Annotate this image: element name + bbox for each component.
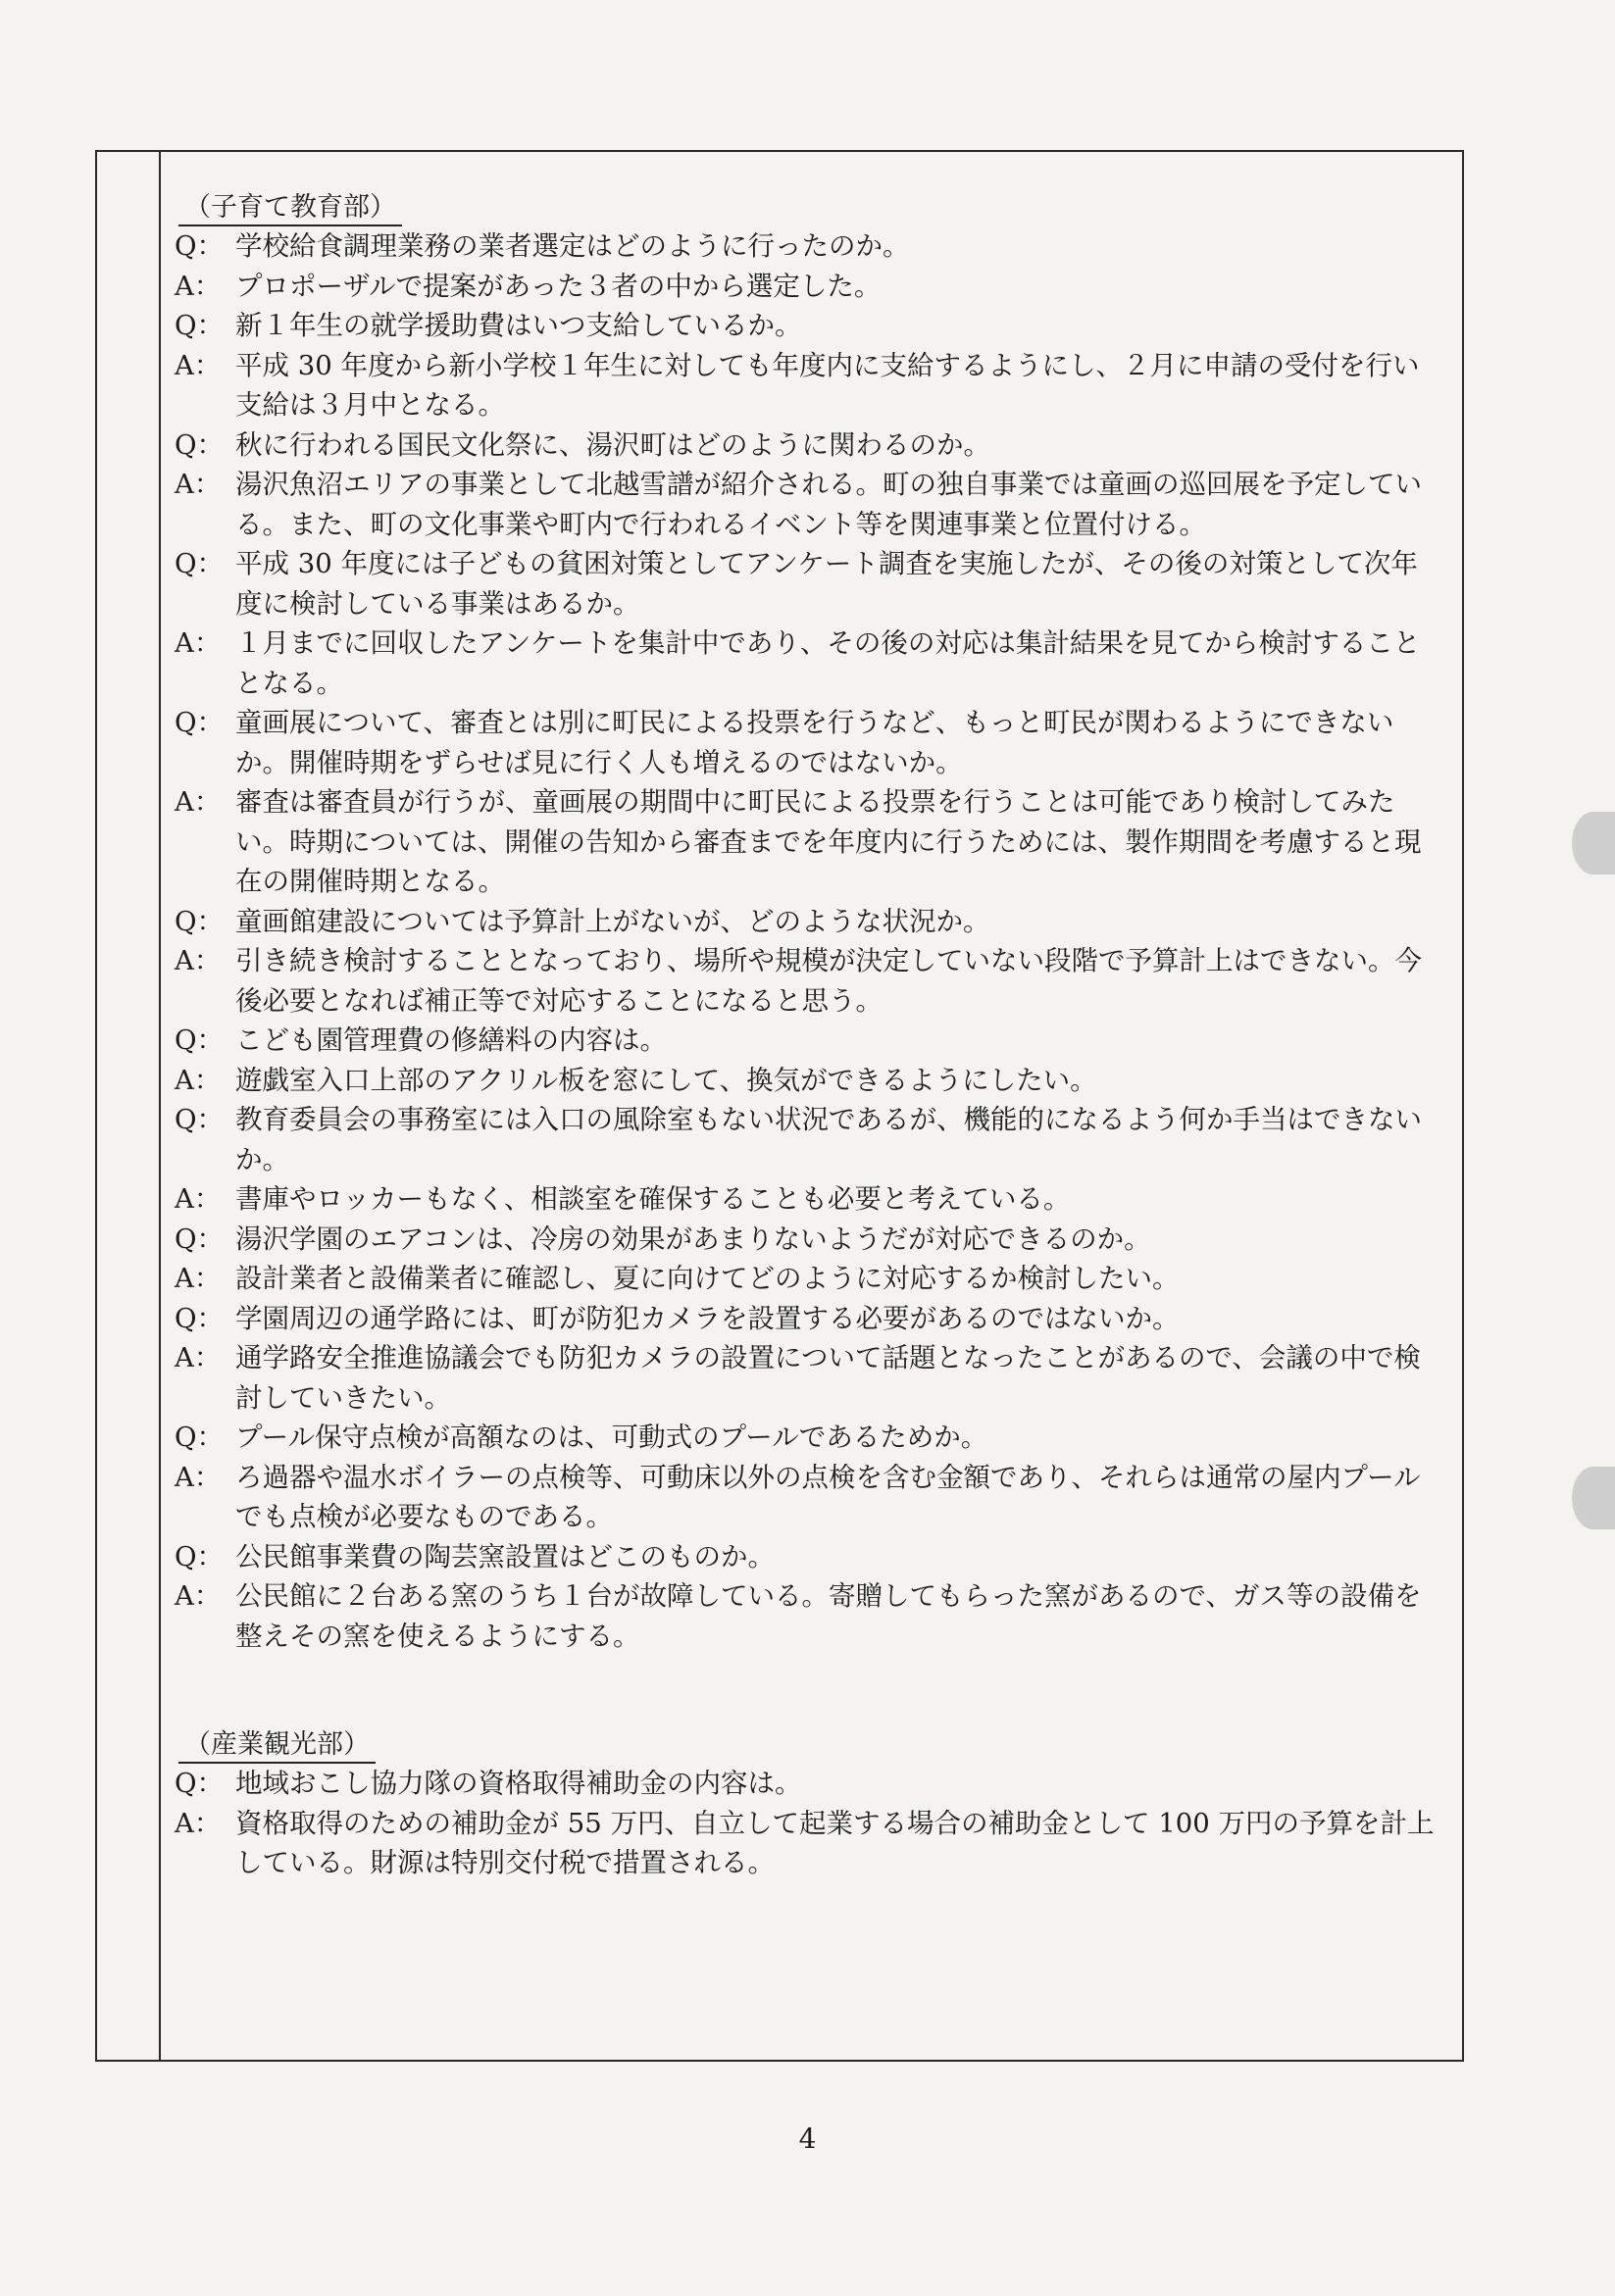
qa-label: A： [175, 349, 222, 381]
qa-label: Q： [175, 548, 225, 579]
qa-item [175, 703, 1439, 782]
qa-label: A： [175, 270, 222, 302]
qa-label: A： [175, 1342, 222, 1373]
qa-text: 湯沢魚沼エリアの事業として北越雪譜が紹介される。町の独自事業では童画の巡回展を予定している。また、町の文化事業や町内で行われるイベント等を関連事業と位置付ける。 [235, 469, 1422, 540]
qa-text: プロポーザルで提案があった３者の中から選定した。 [235, 270, 882, 302]
section-title: （子育て教育部） [178, 193, 402, 226]
qa-text: 教育委員会の事務室には入口の風除室もない状況であるが、機能的になるよう何か手当はできないか。 [235, 1104, 1422, 1175]
qa-label: A： [175, 1807, 222, 1839]
qa-text: 通学路安全推進協議会でも防犯カメラの設置について話題となったことがあるので、会議の中で検討していきたい。 [235, 1342, 1421, 1414]
qa-label: A： [175, 469, 222, 500]
qa-item [175, 1418, 1439, 1458]
qa-item [175, 425, 1439, 466]
qa-text: 引き続き検討することとなっており、場所や規模が決定していない段階で予算計上はできない。今後必要となれば補正等で対応することになると思う。 [235, 945, 1422, 1017]
qa-label: A： [175, 1580, 222, 1612]
qa-text: 設計業者と設備業者に確認し、夏に向けてどのように対応するか検討したい。 [235, 1263, 1180, 1294]
qa-item [175, 346, 1439, 425]
qa-text: 公民館事業費の陶芸窯設置はどこのものか。 [235, 1540, 775, 1572]
qa-label: A： [175, 1064, 222, 1096]
qa-item [175, 267, 1439, 307]
page-number: 4 [798, 2122, 817, 2155]
qa-text: 審査は審査員が行うが、童画展の期間中に町民による投票を行うことは可能であり検討してみたい。時期については、開催の告知から審査までを年度内に行うためには、製作期間を考慮すると現在の開催時期となる。 [235, 786, 1422, 897]
section-sangyo [175, 1730, 1439, 1883]
qa-text: 公民館に２台ある窯のうち１台が故障している。寄贈してもらった窯があるので、ガス等の設備を整えその窯を使えるようにする。 [235, 1580, 1422, 1652]
qa-label: Q： [175, 1223, 225, 1255]
section-gap [175, 1656, 1439, 1730]
qa-item [175, 902, 1439, 942]
punch-hole [1572, 812, 1615, 874]
qa-item [175, 1537, 1439, 1577]
qa-item [175, 782, 1439, 902]
qa-item [175, 1804, 1439, 1883]
section-kosodate [175, 193, 1439, 1656]
qa-label: A： [175, 627, 222, 659]
qa-text: ろ過器や温水ボイラーの点検等、可動床以外の点検を含む金額であり、それらは通常の屋内プールでも点検が必要なものである。 [235, 1461, 1421, 1532]
qa-item [175, 465, 1439, 544]
qa-text: 新１年生の就学援助費はいつ支給しているか。 [235, 310, 802, 341]
qa-label: Q： [175, 1302, 225, 1334]
qa-item [175, 1179, 1439, 1220]
qa-item [175, 624, 1439, 703]
qa-label: Q： [175, 1768, 225, 1799]
qa-label: A： [175, 786, 222, 818]
margin-line [159, 152, 161, 2060]
document-content [175, 193, 1439, 1883]
qa-text: 書庫やロッカーもなく、相談室を確保することも必要と考えている。 [235, 1183, 1071, 1215]
qa-label: Q： [175, 707, 225, 738]
qa-label: A： [175, 1263, 222, 1294]
qa-item [175, 941, 1439, 1021]
qa-text: 秋に行われる国民文化祭に、湯沢町はどのように関わるのか。 [235, 428, 990, 461]
qa-item [175, 306, 1439, 346]
qa-item [175, 1338, 1439, 1418]
qa-item [175, 1576, 1439, 1656]
qa-item [175, 1458, 1439, 1537]
qa-label: Q： [175, 1104, 225, 1135]
qa-item [175, 1259, 1439, 1299]
qa-label: Q： [175, 1024, 225, 1056]
qa-text: 童画展について、審査とは別に町民による投票を行うなど、もっと町民が関わるようにできないか。開催時期をずらせば見に行く人も増えるのではないか。 [235, 707, 1394, 778]
qa-item [175, 1764, 1439, 1804]
qa-text: 学園周辺の通学路には、町が防犯カメラを設置する必要があるのではないか。 [235, 1302, 1180, 1334]
qa-text: 学校給食調理業務の業者選定はどのように行ったのか。 [235, 230, 910, 262]
qa-text: 地域おこし協力隊の資格取得補助金の内容は。 [235, 1768, 802, 1799]
qa-item [175, 1220, 1439, 1260]
qa-item [175, 226, 1439, 267]
qa-text: こども園管理費の修繕料の内容は。 [235, 1024, 667, 1056]
qa-label: A： [175, 1461, 222, 1493]
qa-text: 湯沢学園のエアコンは、冷房の効果があまりないようだが対応できるのか。 [235, 1223, 1151, 1255]
qa-label: A： [175, 945, 222, 976]
qa-text: プール保守点検が高額なのは、可動式のプールであるためか。 [235, 1422, 988, 1453]
punch-hole [1572, 1467, 1615, 1529]
document-frame [95, 150, 1464, 2062]
qa-item [175, 1021, 1439, 1061]
qa-text: 遊戯室入口上部のアクリル板を窓にして、換気ができるようにしたい。 [235, 1064, 1097, 1096]
qa-item [175, 544, 1439, 624]
qa-text: 資格取得のための補助金が 55 万円、自立して起業する場合の補助金として 100 万円の予算を計上している。財源は特別交付税で措置される。 [235, 1807, 1435, 1878]
qa-text: 平成 30 年度から新小学校１年生に対しても年度内に支給するようにし、２月に申請の受付を行い支給は３月中となる。 [235, 349, 1420, 421]
qa-label: Q： [175, 905, 225, 937]
qa-item [175, 1100, 1439, 1179]
qa-label: Q： [175, 1540, 225, 1572]
qa-label: Q： [175, 230, 225, 262]
qa-item [175, 1061, 1439, 1101]
qa-label: A： [175, 1183, 222, 1215]
qa-item [175, 1299, 1439, 1339]
qa-label: Q： [175, 310, 225, 341]
qa-text: 平成 30 年度には子どもの貧困対策としてアンケート調査を実施したが、その後の対策として次年度に検討している事業はあるか。 [235, 548, 1418, 620]
qa-label: Q： [175, 1422, 225, 1453]
qa-label: Q： [175, 428, 225, 461]
qa-text: １月までに回収したアンケートを集計中であり、その後の対応は集計結果を見てから検討することとなる。 [235, 627, 1421, 699]
qa-text: 童画館建設については予算計上がないが、どのような状況か。 [235, 905, 990, 937]
section-title: （産業観光部） [178, 1730, 376, 1764]
